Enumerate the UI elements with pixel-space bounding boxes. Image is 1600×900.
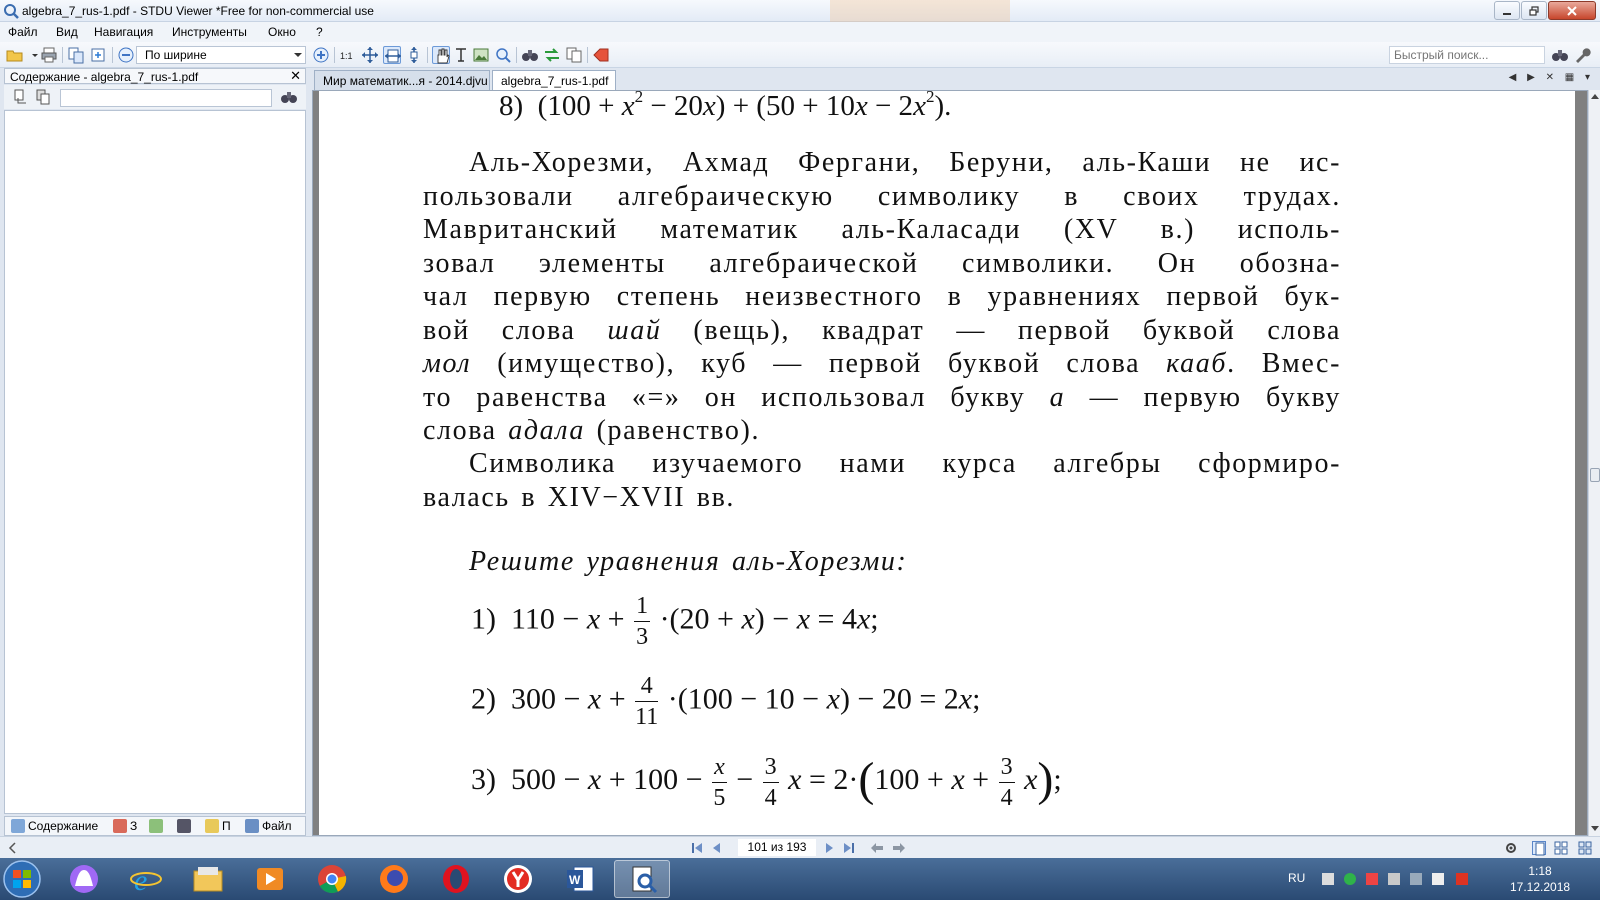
export-button[interactable]	[89, 46, 107, 64]
clock[interactable]	[1510, 863, 1570, 895]
back-forward-button[interactable]	[543, 46, 561, 64]
minimize-icon	[1502, 6, 1512, 16]
menu-view[interactable]: Вид	[56, 25, 78, 39]
fraction: $\frac{1}{3}$	[636, 593, 649, 650]
fraction: $\frac{x}{5}$	[713, 753, 726, 811]
stdu-viewer-icon	[627, 864, 659, 896]
update-icon[interactable]	[1388, 873, 1400, 885]
opera-icon	[440, 863, 472, 895]
tab-thumbnails[interactable]	[149, 819, 166, 835]
svg-text:e: e	[134, 864, 148, 895]
toolbar-separator	[427, 47, 428, 63]
outline-tree[interactable]	[4, 110, 306, 814]
text-line: чал первую степень неизвестного в уравнениях первой бук-	[423, 281, 1341, 312]
text-fragment: (равенство).	[585, 415, 761, 446]
doc-tab-label: Мир математик...я - 2014.djvu	[323, 74, 488, 88]
doc-tab-djvu[interactable]	[314, 70, 490, 90]
svg-text:1:1: 1:1	[340, 51, 353, 61]
equation-1-label: 1)	[471, 602, 496, 636]
title-bar	[0, 0, 1600, 22]
status-bar	[0, 836, 1600, 858]
tab-search[interactable]	[177, 819, 194, 835]
network-icon[interactable]	[1410, 873, 1422, 885]
sidebar-header	[4, 68, 306, 84]
sidebar-title: Содержание - algebra_7_rus-1.pdf	[10, 70, 199, 84]
text-line: Мавританский математик аль-Каласади (XV в.) исполь-	[423, 214, 1341, 245]
taskbar-explorer[interactable]	[180, 860, 236, 898]
history-forward-icon	[892, 841, 906, 855]
open-dropdown-button[interactable]	[26, 46, 34, 64]
restore-icon	[1529, 6, 1539, 16]
printer-icon	[40, 46, 58, 64]
text-line: зовал элементы алгебраической символики. Он обозна-	[423, 247, 1341, 279]
tab-file-label: Файл	[262, 819, 292, 833]
toolbar-separator	[587, 47, 588, 63]
first-page-icon	[690, 841, 704, 855]
tab-contents-label: Содержание	[28, 819, 99, 833]
copy-page-button[interactable]	[67, 46, 85, 64]
pages-icon	[205, 819, 219, 833]
bookmark-button[interactable]	[592, 46, 610, 64]
text-line: пользовали алгебраическую символику в своих трудах.	[423, 180, 1341, 212]
fit-width-button[interactable]	[383, 46, 401, 64]
binoculars-icon	[177, 819, 191, 833]
close-button[interactable]	[1548, 1, 1596, 20]
fit-height-icon	[405, 46, 423, 64]
stdu-app-icon[interactable]	[3, 3, 19, 19]
taskbar-firefox[interactable]	[366, 860, 422, 898]
taskbar-stdu-viewer[interactable]	[614, 860, 670, 898]
taskbar-alice[interactable]	[56, 860, 112, 898]
paragraph-history	[423, 146, 1341, 448]
zoom-in-icon	[312, 46, 330, 64]
image-select-button[interactable]	[472, 46, 490, 64]
window-title: algebra_7_rus-1.pdf - STDU Viewer *Free for non-commercial use	[22, 4, 374, 18]
export-icon	[89, 46, 107, 64]
toolbar-separator	[516, 47, 517, 63]
equation-1: 1) 110 − x + $\frac{1}{3}$ ·(20 + x) − x = 4x;	[471, 593, 879, 650]
italic-word: кааб	[1166, 348, 1228, 379]
fraction: $\frac{3}{4}$	[1000, 753, 1013, 811]
taskbar-word[interactable]	[552, 860, 608, 898]
quick-search-input[interactable]	[1389, 46, 1545, 64]
single-page-icon	[1533, 842, 1547, 856]
last-page-icon	[842, 841, 856, 855]
open-folder-button[interactable]	[6, 46, 24, 64]
copy-icon	[67, 46, 85, 64]
text-line: Символика изучаемого нами курса алгебры сформиро-	[469, 448, 1341, 479]
toolbar-separator	[334, 47, 335, 63]
binoculars-icon	[280, 88, 298, 106]
text-fragment: — первую букву	[1065, 381, 1342, 413]
prev-page-button[interactable]	[710, 841, 724, 855]
multi-page-icon	[1578, 841, 1592, 855]
folder-open-icon	[6, 46, 24, 64]
sidebar-filter-input[interactable]	[60, 89, 272, 107]
text-line	[423, 347, 1341, 381]
toolbar	[0, 42, 1600, 68]
folder-icon	[192, 863, 224, 895]
firefox-icon	[378, 863, 410, 895]
paragraph-symbolism	[423, 447, 1341, 514]
fraction: $\frac{3}{4}$	[764, 753, 777, 811]
bookmark-icon	[592, 46, 610, 64]
fit-width-icon	[384, 47, 402, 65]
text-select-icon	[452, 46, 470, 64]
menu-tools[interactable]: Инструменты	[172, 25, 247, 39]
prev-page-icon	[710, 841, 724, 855]
minimize-button[interactable]	[1494, 1, 1520, 20]
pdf-page	[319, 90, 1575, 836]
text-fragment: (имущество), куб — первой буквой слова	[471, 348, 1167, 379]
sidebar-search-button[interactable]	[280, 88, 298, 106]
taskbar-internet-explorer[interactable]	[118, 860, 174, 898]
thumbnails-icon	[149, 819, 163, 833]
document-viewer[interactable]	[312, 90, 1588, 836]
grid-pages-icon	[1554, 841, 1568, 855]
equation-8: 8) $(100 + x^2 - 20x) + (50 + 10x - 2x^2)$.	[499, 90, 952, 122]
actual-size-button[interactable]	[339, 46, 357, 64]
windows-logo-icon	[2, 859, 42, 899]
bookmarks-icon	[113, 819, 127, 833]
history-back-button[interactable]	[870, 841, 888, 855]
text-line	[423, 381, 1341, 415]
chevron-down-icon	[294, 53, 302, 57]
yandex-browser-icon	[502, 863, 534, 895]
doc-tab-pdf[interactable]	[492, 70, 616, 90]
text-fragment: то равенства «=» он использовал букву	[423, 381, 1050, 413]
outline-expand-icon	[12, 88, 30, 106]
fit-height-button[interactable]	[405, 46, 423, 64]
menu-navigation[interactable]: Навигация	[94, 25, 154, 39]
taskbar-opera[interactable]	[428, 860, 484, 898]
sidebar-close-icon[interactable]: ✕	[290, 68, 301, 83]
taskbar	[0, 858, 1600, 900]
find-button[interactable]	[494, 46, 512, 64]
tab-file[interactable]	[245, 819, 292, 835]
page-number-text: 101 из 193	[747, 840, 807, 854]
text-line	[423, 414, 1341, 448]
clock-time: 1:18	[1528, 864, 1552, 878]
zoom-in-button[interactable]	[312, 46, 330, 64]
text-fragment: вой слова	[423, 314, 608, 346]
image-select-icon	[472, 46, 490, 64]
text-fragment: . Вмес-	[1227, 348, 1341, 379]
doc-tab-label: algebra_7_rus-1.pdf	[501, 74, 609, 88]
toolbar-separator	[112, 47, 113, 63]
pages-icon	[565, 46, 583, 64]
menu-file[interactable]: Файл	[8, 25, 38, 39]
toolbar-separator	[62, 47, 63, 63]
zoom-mode-value: По ширине	[145, 48, 207, 62]
zoom-out-button[interactable]	[117, 46, 135, 64]
find-icon	[494, 46, 512, 64]
start-button[interactable]	[2, 859, 42, 899]
equation-3-label: 3)	[471, 763, 496, 796]
settings-button[interactable]	[1573, 46, 1591, 64]
sidebar	[4, 68, 306, 836]
vertical-scrollbar[interactable]	[1588, 90, 1600, 836]
multi-page-view-button[interactable]	[1578, 841, 1592, 855]
italic-word: мол	[423, 348, 472, 379]
alice-icon	[68, 863, 100, 895]
volume-icon[interactable]	[1432, 873, 1444, 885]
single-page-view-button[interactable]	[1532, 841, 1546, 855]
pages-button[interactable]	[565, 46, 583, 64]
fit-page-icon	[361, 46, 379, 64]
arrows-swap-icon	[543, 46, 561, 64]
search-options-button[interactable]	[1551, 46, 1569, 64]
text-fragment: слова	[423, 415, 509, 446]
text-line: валась в XIV−XVII вв.	[423, 481, 736, 513]
wrench-icon	[1573, 46, 1591, 64]
italic-word: а	[1049, 381, 1066, 413]
hand-tool-button[interactable]	[432, 46, 450, 64]
text-line	[423, 314, 1341, 348]
fit-page-button[interactable]	[361, 46, 379, 64]
italic-word: шай	[607, 314, 662, 346]
print-button[interactable]	[40, 46, 58, 64]
menu-help[interactable]: ?	[316, 25, 323, 39]
panel-toggle-button[interactable]	[6, 841, 20, 855]
tab-contents[interactable]	[11, 819, 98, 835]
tab-pages[interactable]	[205, 819, 231, 835]
tab-controls[interactable]: ◀ ▶ ✕ ▦ ▾	[1508, 72, 1594, 83]
file-icon	[245, 819, 259, 833]
close-icon	[1566, 5, 1578, 17]
chrome-icon	[316, 863, 348, 895]
zoom-out-icon	[117, 46, 135, 64]
exercise-heading	[423, 545, 1341, 579]
menu-bar	[0, 22, 1600, 42]
zoom-mode-select[interactable]	[136, 46, 306, 64]
blurred-region	[830, 0, 1010, 22]
clock-date: 17.12.2018	[1510, 880, 1571, 894]
actual-size-icon	[339, 46, 357, 64]
svg-text:W: W	[569, 873, 581, 887]
binoculars-icon	[521, 46, 539, 64]
gear-icon	[1504, 841, 1518, 855]
scroll-up-icon[interactable]	[1591, 94, 1599, 99]
exercise-heading-text: Решите уравнения аль-Хорезми:	[469, 546, 908, 577]
internet-explorer-icon	[130, 863, 162, 895]
restore-button[interactable]	[1521, 1, 1547, 20]
scroll-down-icon[interactable]	[1591, 826, 1599, 831]
tab-bookmarks-label: З	[130, 819, 138, 833]
sidebar-toolbar	[4, 85, 306, 109]
fraction: $\frac{4}{11}$	[635, 673, 659, 730]
outline-collapse-icon	[34, 88, 52, 106]
security-check-icon[interactable]	[1344, 873, 1356, 885]
app-tray-icon[interactable]	[1366, 873, 1378, 885]
sidebar-tab-bar	[4, 816, 306, 836]
first-page-button[interactable]	[690, 841, 704, 855]
document-tab-bar	[312, 68, 1600, 90]
search-button[interactable]	[521, 46, 539, 64]
taskbar-chrome[interactable]	[304, 860, 360, 898]
equation-2: 2) 300 − x + $\frac{4}{11}$ ·(100 − 10 − x) − 20 = 2x;	[471, 673, 981, 730]
word-icon	[564, 863, 596, 895]
history-forward-button[interactable]	[892, 841, 910, 855]
page-number-field[interactable]	[738, 839, 816, 856]
text-fragment: (вещь), квадрат — первой буквой слова	[661, 314, 1341, 346]
last-page-button[interactable]	[842, 841, 856, 855]
tab-pages-label: П	[222, 819, 231, 833]
usb-icon[interactable]	[1322, 873, 1334, 885]
language-indicator[interactable]: RU	[1288, 871, 1306, 885]
equation-8-label: 8)	[499, 90, 524, 122]
italic-word: адала	[508, 415, 585, 446]
system-tray	[1280, 858, 1600, 900]
binoculars-icon	[1551, 46, 1569, 64]
history-back-icon	[870, 841, 884, 855]
hand-icon	[433, 47, 451, 65]
chevron-left-icon	[6, 841, 20, 855]
expand-all-button[interactable]	[12, 88, 30, 106]
scrollbar-thumb[interactable]	[1590, 468, 1600, 482]
collapse-all-button[interactable]	[34, 88, 52, 106]
media-player-icon	[254, 863, 286, 895]
text-select-button[interactable]	[452, 46, 470, 64]
two-page-view-button[interactable]	[1554, 841, 1568, 855]
text-line: Аль-Хорезми, Ахмад Фергани, Беруни, аль-Каши не ис-	[469, 147, 1341, 178]
menu-window[interactable]: Окно	[268, 25, 296, 39]
settings-status-button[interactable]	[1504, 841, 1518, 855]
equation-3: 3) 500 − x + 100 − $\frac{x}{5}$ − $\frac{3}{4}$ x = 2·(100 + x + $\frac{3}{4}$ x);	[471, 753, 1062, 811]
taskbar-media-player[interactable]	[242, 860, 298, 898]
equation-2-label: 2)	[471, 682, 496, 716]
next-page-button[interactable]	[822, 841, 836, 855]
flag-icon[interactable]	[1456, 873, 1468, 885]
taskbar-yandex[interactable]	[490, 860, 546, 898]
next-page-icon	[822, 841, 836, 855]
tab-bookmarks[interactable]	[113, 819, 137, 835]
contents-icon	[11, 819, 25, 833]
